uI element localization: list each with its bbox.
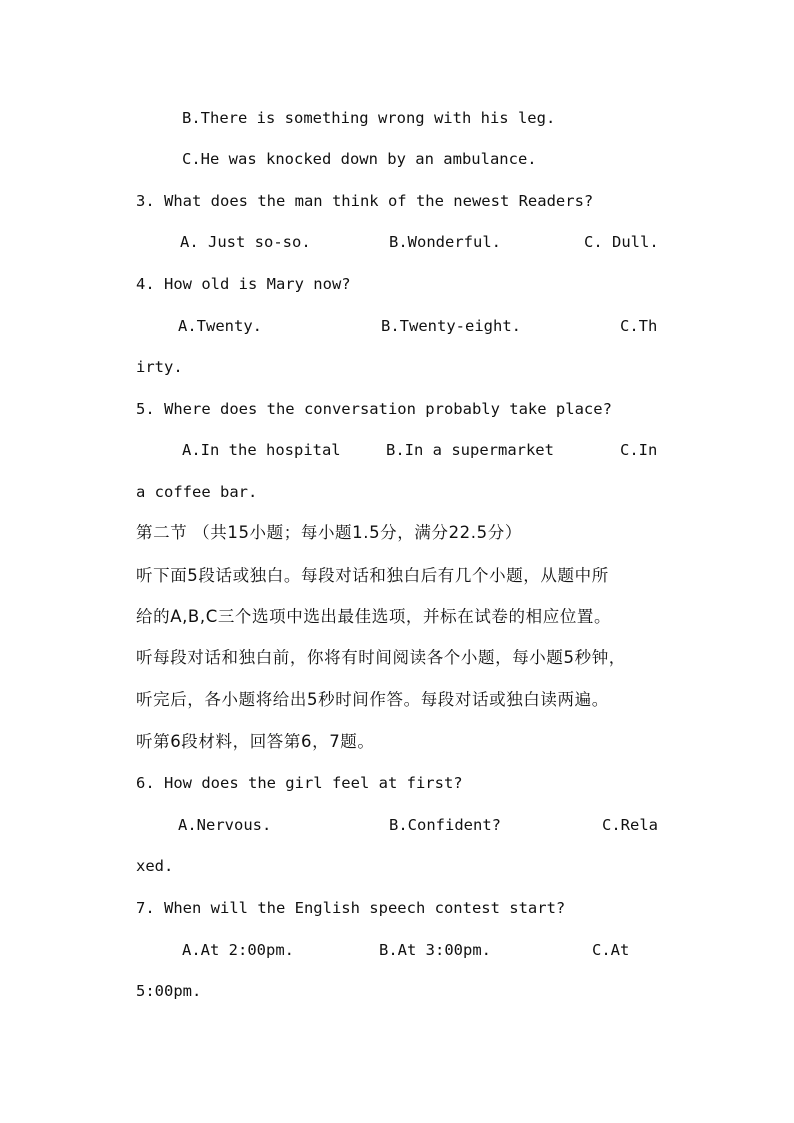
q6-option-b: B.Confident? [389,816,501,834]
section2-instruction-line: 听每段对话和独白前，你将有时间阅读各个小题，每小题5秒钟， [136,648,626,667]
q5-option-c-part2: a coffee bar. [136,483,258,501]
q5-option-b: B.In a supermarket [386,441,554,459]
q4-question: 4. How old is Mary now? [136,275,351,293]
q6-question: 6. How does the girl feel at first? [136,774,463,792]
q7-option-c-part2: 5:00pm. [136,982,202,1000]
q4-option-a: A.Twenty. [178,317,262,335]
q4-option-b: B.Twenty-eight. [381,317,521,335]
q5-question: 5. Where does the conversation probably take place? [136,400,612,418]
section2-instruction-line: 听完后，各小题将给出5秒时间作答。每段对话或独白读两遍。 [136,690,609,709]
q6-option-c-part2: xed. [136,857,174,875]
q6-option-a: A.Nervous. [178,816,272,834]
q6-option-c-part1: C.Rela [602,816,658,834]
q4-option-c-part1: C.Th [620,317,658,335]
q4-option-c-part2: irty. [136,358,183,376]
q2-option-b: B.There is something wrong with his leg. [182,109,556,127]
q2-option-c: C.He was knocked down by an ambulance. [182,150,537,168]
q3-option-c: C. Dull. [584,233,659,251]
q7-question: 7. When will the English speech contest start? [136,899,566,917]
section2-instruction-line: 听第6段材料，回答第6，7题。 [136,732,375,751]
q5-option-a: A.In the hospital [182,441,341,459]
q3-option-b: B.Wonderful. [389,233,501,251]
q3-question: 3. What does the man think of the newest Readers? [136,192,594,210]
q7-option-c-part1: C.At [592,941,630,959]
section2-instruction-line: 给的A,B,C三个选项中选出最佳选项，并标在试卷的相应位置。 [136,607,612,626]
q3-option-a: A. Just so-so. [180,233,311,251]
section2-heading: 第二节 （共15小题；每小题1.5分，满分22.5分） [136,523,522,542]
section2-instruction-line: 听下面5段话或独白。每段对话和独白后有几个小题，从题中所 [136,566,609,585]
q7-option-a: A.At 2:00pm. [182,941,294,959]
q5-option-c-part1: C.In [620,441,658,459]
q7-option-b: B.At 3:00pm. [379,941,491,959]
